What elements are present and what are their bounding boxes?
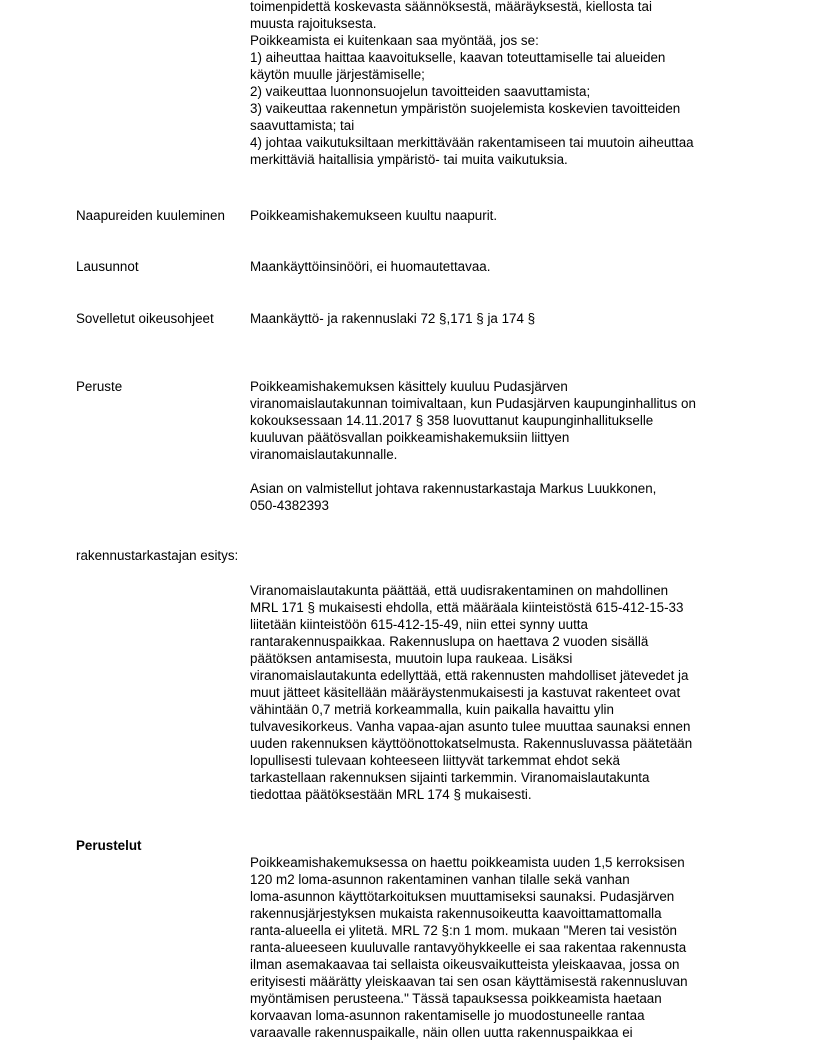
text-line: lopullisesti tulevaan kohteeseen liittyvät tarkemmat ehdot sekä [250,753,620,768]
statements-text: Maankäyttöinsinööri, ei huomautettavaa. [250,259,491,274]
text-line: käytön muulle järjestämiselle; [250,67,425,82]
text-line: vähintään 0,7 metriä korkeammalla, kuin paikalla havaittu ylin [250,702,614,717]
text-line: viranomaislautakunta edellyttää, että rakennusten mahdolliset jätevedet ja [250,668,689,683]
text-line: muusta rajoituksesta. [250,16,377,31]
text-line: saavuttamista; tai [250,118,355,133]
text-line: kokouksessaan 14.11.2017 § 358 luovuttanut kaupunginhallitukselle [250,413,654,428]
text-line: 2) vaikeuttaa luonnonsuojelun tavoitteiden saavuttamista; [250,84,591,99]
justifications-heading: Perustelut [76,838,142,853]
statements-label: Lausunnot [76,259,139,274]
justifications-paragraph [250,854,750,1041]
top-paragraph [250,0,750,168]
basis-paragraph-2 [250,480,750,514]
legal-rules-label: Sovelletut oikeusohjeet [76,311,214,326]
text-line: MRL 171 § mukaisesti ehdolla, että määräala kiinteistöstä 615-412-15-33 [250,600,684,615]
text-line: tiedottaa päätöksestään MRL 174 § mukaisesti. [250,787,532,802]
text-line: muut jätteet käsitellään määräystenmukaisesti ja kastuvat rakenteet ovat [250,685,681,700]
text-line: 3) vaikeuttaa rakennetun ympäristön suojelemista koskevien tavoitteiden [250,101,681,116]
text-line: tulvavesikorkeus. Vanha vapaa-ajan asunto tulee muuttaa saunaksi ennen [250,719,691,734]
text-line: varaavalle rakennuspaikalle, näin ollen uutta rakennuspaikkaa ei [250,1025,633,1040]
text-line: merkittäviä haitallisia ympäristö- tai muita vaikutuksia. [250,152,568,167]
text-line: Viranomaislautakunta päättää, että uudisrakentaminen on mahdollinen [250,583,669,598]
text-line: päätöksen antamisesta, muutoin lupa raukeaa. Lisäksi [250,651,573,666]
text-line: korvaavan loma-asunnon rakentamiselle jo muodostuneelle rantaa [250,1008,645,1023]
text-line: myöntämisen perusteena." Tässä tapauksessa poikkeamista haetaan [250,991,662,1006]
text-line: viranomaislautakunnalle. [250,447,398,462]
basis-label: Peruste [76,379,123,394]
text-line: Asian on valmistellut johtava rakennustarkastaja Markus Luukkonen, [250,481,657,496]
legal-rules-text: Maankäyttö- ja rakennuslaki 72 §,171 § ja 174 § [250,311,536,326]
text-line: 120 m2 loma-asunnon rakentaminen vanhan tilalle sekä vanhan [250,872,630,887]
text-line: ilman asemakaavaa tai sellaista oikeusvaikutteista yleiskaavaa, jossa on [250,957,680,972]
basis-paragraph-1 [250,378,750,463]
text-line: rantarakennuspaikkaa. Rakennuslupa on haettava 2 vuoden sisällä [250,634,649,649]
text-line: kuuluvan päätösvallan poikkeamishakemuksiin liittyen [250,430,570,445]
text-line: erityisesti määrätty yleiskaavan tai sen osan käyttämisestä rakennusluvan [250,974,688,989]
text-line: rakennusjärjestyksen mukaista rakennusoikeutta kaavoittamattomalla [250,906,662,921]
neighbors-text: Poikkeamishakemukseen kuultu naapurit. [250,208,498,223]
text-line: Poikkeamista ei kuitenkaan saa myöntää, jos se: [250,33,539,48]
text-line: uuden rakennuksen käyttöönottokatselmusta. Rakennusluvassa päätetään [250,736,693,751]
text-line: 050-4382393 [250,498,329,513]
text-line: ranta-alueella ei ylitetä. MRL 72 §:n 1 mom. mukaan "Meren tai vesistön [250,923,678,938]
proposal-paragraph [250,582,750,803]
text-line: Poikkeamishakemuksessa on haettu poikkeamista uuden 1,5 kerroksisen [250,855,685,870]
text-line: ranta-alueeseen kuuluvalle rantavyöhykkeelle ei saa rakentaa rakennusta [250,940,687,955]
text-line: 4) johtaa vaikutuksiltaan merkittävään rakentamiseen tai muutoin aiheuttaa [250,135,694,150]
text-line: toimenpidettä koskevasta säännöksestä, määräyksestä, kiellosta tai [250,0,652,14]
proposal-heading: rakennustarkastajan esitys: [76,548,239,563]
text-line: tarkastellaan rakennuksen sijainti tarkemmin. Viranomaislautakunta [250,770,650,785]
text-line: Poikkeamishakemuksen käsittely kuuluu Pudasjärven [250,379,568,394]
text-line: viranomaislautakunnan toimivaltaan, kun Pudasjärven kaupunginhallitus on [250,396,696,411]
text-line: liitetään kiinteistöön 615-412-15-49, niin ettei synny uutta [250,617,588,632]
text-line: loma-asunnon käyttötarkoituksen muuttamiseksi saunaksi. Pudasjärven [250,889,675,904]
neighbors-label: Naapureiden kuuleminen [76,208,225,223]
text-line: 1) aiheuttaa haittaa kaavoitukselle, kaavan toteuttamiselle tai alueiden [250,50,666,65]
